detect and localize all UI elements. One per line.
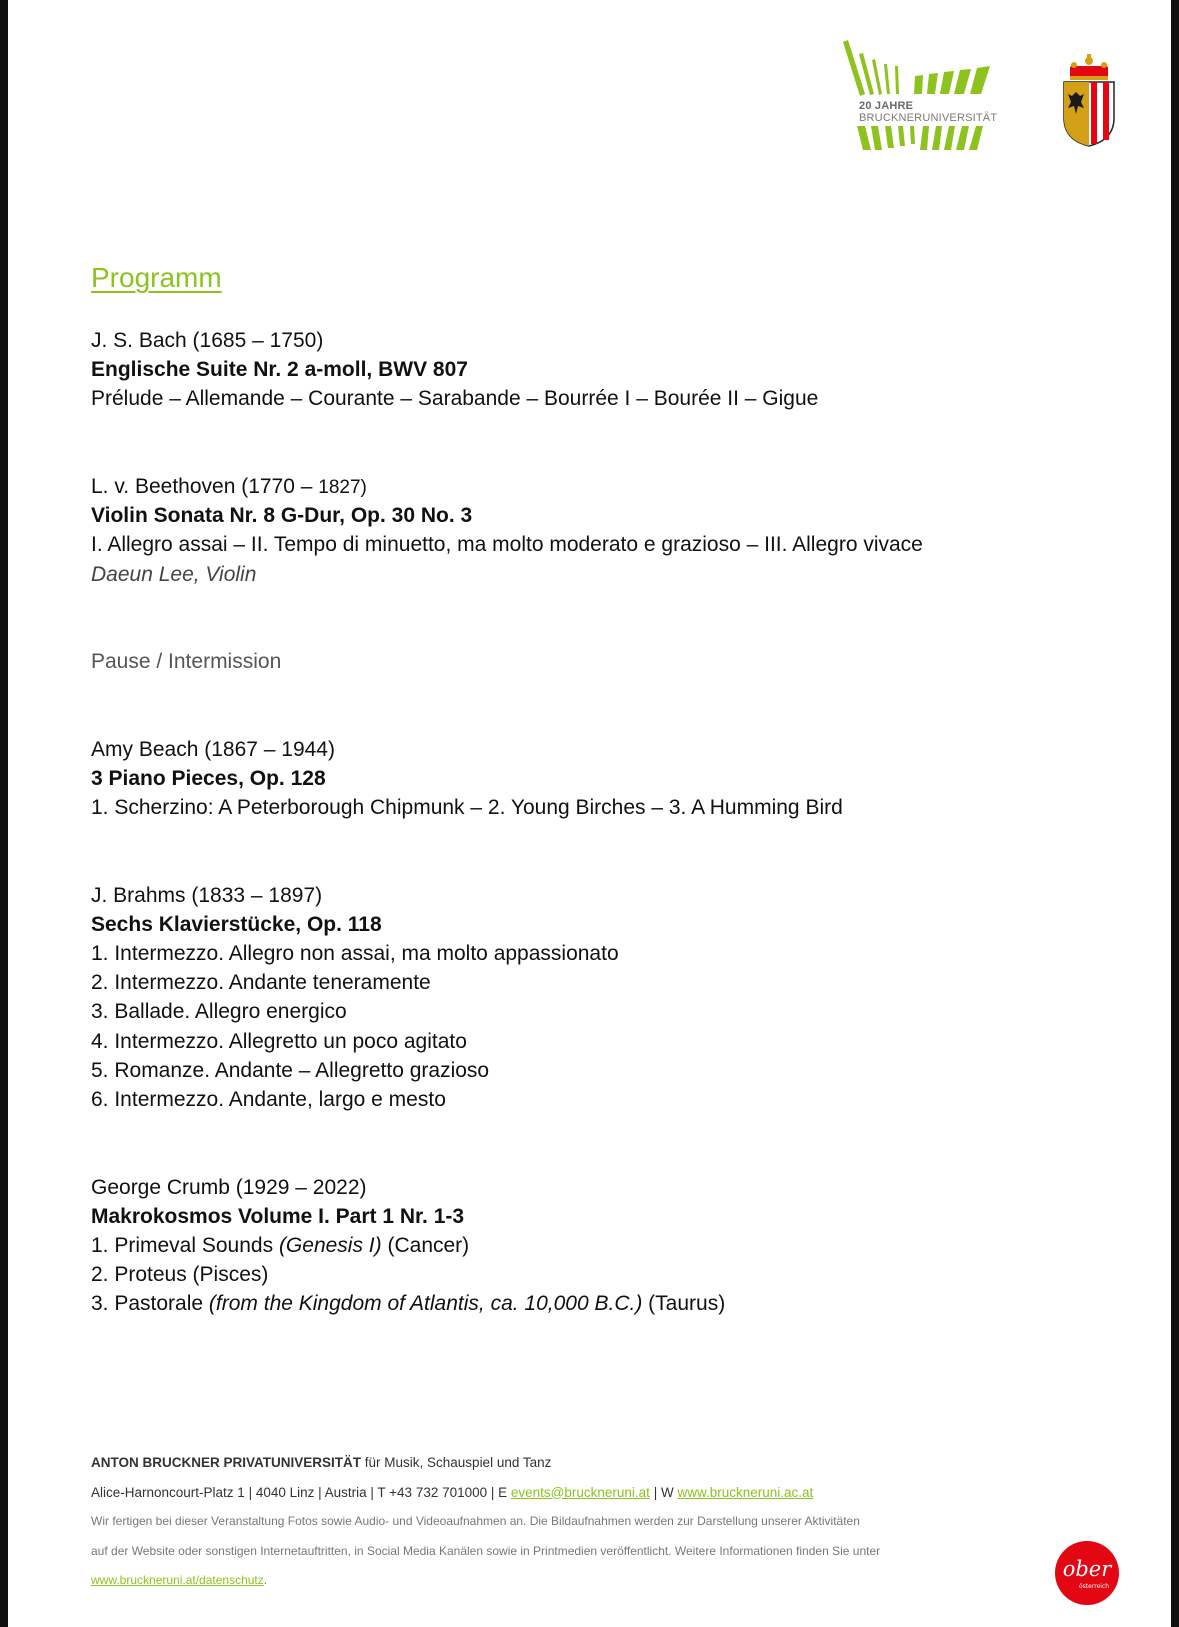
brahms-item: 6. Intermezzo. Andante, largo e mesto [91, 1087, 446, 1111]
logo-stripes-graphic [843, 40, 1013, 155]
footer-separator: | W [649, 1484, 678, 1500]
beethoven-composer [91, 472, 1091, 501]
crumb-item-1-italic: (Genesis I) [278, 1233, 382, 1257]
footer-email-link[interactable]: events@bruckneruni.at [510, 1484, 650, 1500]
brahms-composer: J. Brahms (1833 – 1897) [91, 883, 323, 907]
crumb-title: Makrokosmos Volume I. Part 1 Nr. 1-3 [91, 1204, 465, 1228]
crumb-item-3-italic: (from the Kingdom of Atlantis, ca. 10,000 B.C.) [208, 1292, 643, 1316]
footer-address-text: Alice-Harnoncourt-Platz 1 | 4040 Linz | Austria | T +43 732 701000 | E [91, 1484, 511, 1500]
badge-sub-text: österreich [1079, 1583, 1109, 1590]
beach-title: 3 Piano Pieces, Op. 128 [91, 766, 326, 790]
footer-privacy-end: . [263, 1573, 268, 1587]
footer-institution [91, 1448, 1051, 1478]
crumb-item-1 [91, 1231, 1091, 1260]
footer-privacy [91, 1566, 1051, 1596]
page-edge-left [0, 0, 8, 1627]
footer [91, 1448, 1051, 1596]
crumb-composer: George Crumb (1929 – 2022) [91, 1175, 367, 1199]
brahms-item: 1. Intermezzo. Allegro non assai, ma molto appassionato [91, 942, 619, 965]
crumb-item-2: 2. Proteus (Pisces) [91, 1263, 269, 1287]
beethoven-movements: I. Allegro assai – II. Tempo di minuetto, ma molto moderato e grazioso – III. Allegro vivace [91, 533, 923, 557]
beach-composer: Amy Beach (1867 – 1944) [91, 737, 335, 761]
beethoven-performer: Daeun Lee, Violin [91, 562, 257, 586]
bach-title: Englische Suite Nr. 2 a-moll, BWV 807 [91, 358, 468, 382]
page-edge-right [1171, 0, 1179, 1627]
upper-austria-coat-of-arms-icon [1060, 52, 1118, 148]
logo-line-1: 20 JAHRE [859, 100, 914, 112]
beethoven-composer-start: L. v. Beethoven (1770 – [91, 474, 319, 498]
crumb-item-1-text: 1. Primeval Sounds [91, 1233, 279, 1257]
brahms-item: 4. Intermezzo. Allegretto un poco agitato [91, 1029, 467, 1053]
crumb-item-3-sign: (Taurus) [642, 1292, 726, 1316]
beethoven-title: Violin Sonata Nr. 8 G-Dur, Op. 30 No. 3 [91, 504, 473, 528]
bruckneruni-anniversary-logo [843, 40, 1013, 155]
bach-composer: J. S. Bach (1685 – 1750) [91, 329, 324, 352]
crumb-item-3-text: 3. Pastorale [91, 1292, 209, 1316]
logo-text [859, 100, 997, 124]
program-heading: Programm [91, 262, 222, 293]
bach-movements: Prélude – Allemande – Courante – Sarabande – Bourrée I – Bourée II – Gigue [91, 387, 819, 411]
crumb-item-3 [91, 1289, 1091, 1318]
logo-line-2: BRUCKNERUNIVERSITÄT [859, 112, 998, 124]
brahms-item: 2. Intermezzo. Andante teneramente [91, 971, 431, 995]
footer-website-link[interactable]: www.bruckneruni.ac.at [677, 1484, 814, 1500]
badge-main-text: ober [1062, 1557, 1112, 1581]
brahms-item: 5. Romanze. Andante – Allegretto grazioso [91, 1058, 490, 1082]
footer-notice-1: Wir fertigen bei dieser Veranstaltung Fotos sowie Audio- und Videoaufnahmen an. Die Bildaufnahmen werden zur Darstellung unserer Aktivitäten [91, 1514, 860, 1528]
footer-institution-name: ANTON BRUCKNER PRIVATUNIVERSITÄT [91, 1455, 362, 1470]
footer-notice-2: auf der Website oder sonstigen Internetauftritten, in Social Media Kanälen sowie in Printmedien veröffentlicht. Weitere Informationen finden Sie unter [91, 1543, 881, 1558]
brahms-title: Sechs Klavierstücke, Op. 118 [91, 912, 382, 936]
footer-address [91, 1478, 1051, 1508]
beach-movements: 1. Scherzino: A Peterborough Chipmunk – 2. Young Birches – 3. A Humming Bird [91, 796, 843, 820]
intermission: Pause / Intermission [91, 650, 282, 674]
crumb-item-1-sign: (Cancer) [381, 1233, 470, 1257]
beethoven-composer-end: 1827) [318, 476, 367, 498]
oberoesterreich-badge-icon [1054, 1540, 1120, 1606]
footer-privacy-link[interactable]: www.bruckneruni.at/datenschutz [91, 1573, 264, 1587]
program-list [91, 326, 1091, 1318]
footer-institution-subtitle: für Musik, Schauspiel und Tanz [361, 1455, 552, 1470]
brahms-item: 3. Ballade. Allegro energico [91, 1000, 347, 1024]
